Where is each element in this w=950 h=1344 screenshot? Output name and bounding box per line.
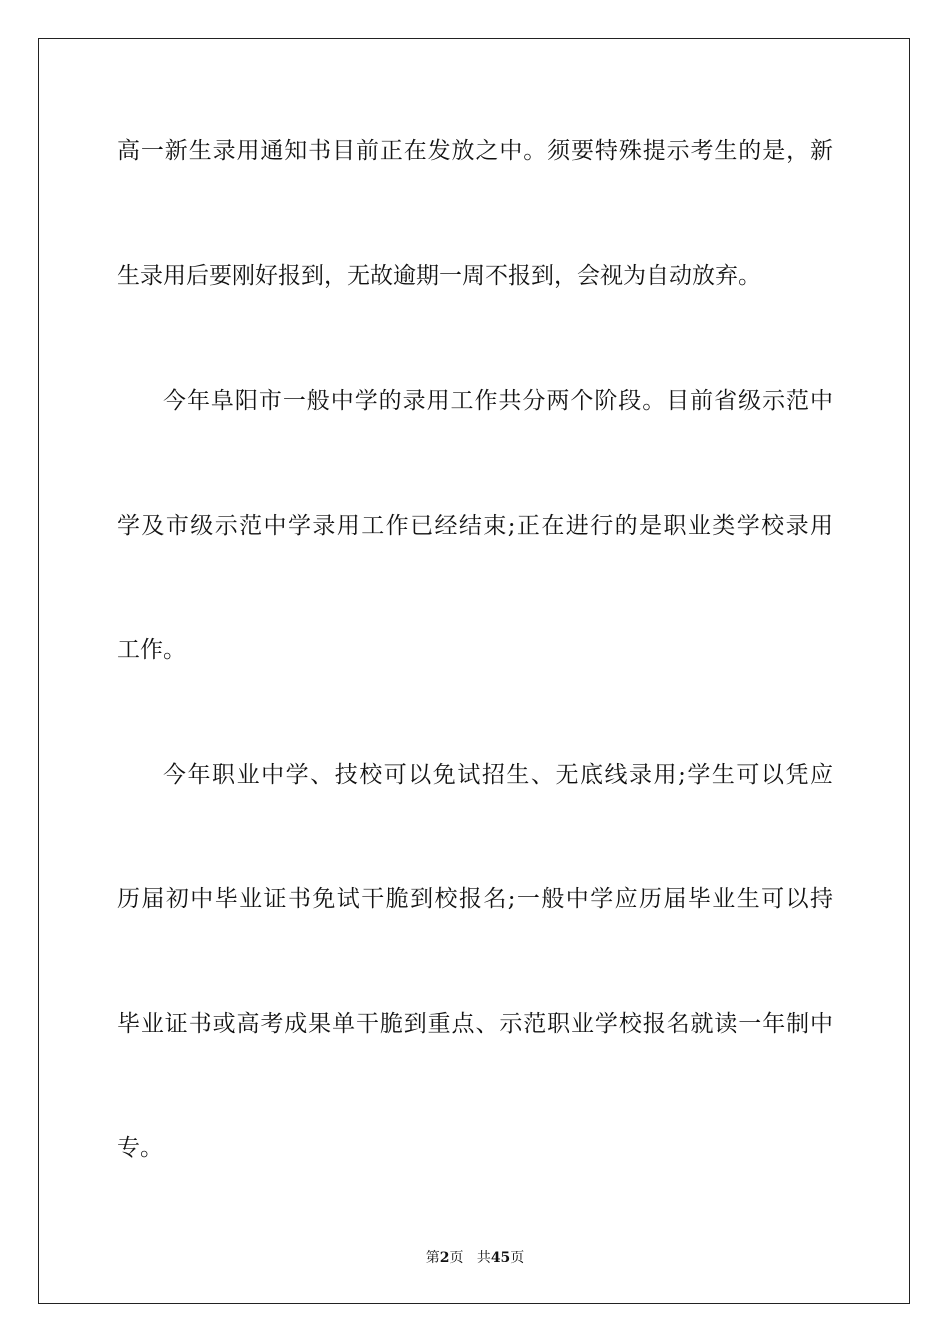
- paragraph-line: 高一新生录用通知书目前正在发放之中。须要特殊提示考生的是，新: [117, 138, 833, 164]
- page-border: [38, 38, 910, 1304]
- paragraph-line: 毕业证书或高考成果单干脆到重点、示范职业学校报名就读一年制中: [117, 1011, 833, 1037]
- total-label-suffix: 页: [510, 1250, 525, 1266]
- page-number: 2: [439, 1250, 450, 1266]
- paragraph-line: 生录用后要刚好报到，无故逾期一周不报到，会视为自动放弃。: [117, 263, 761, 289]
- paragraph-line: 今年阜阳市一般中学的录用工作共分两个阶段。目前省级示范中: [163, 388, 833, 414]
- paragraph-line: 工作。: [117, 637, 186, 663]
- page-label-prefix: 第: [425, 1250, 440, 1266]
- total-pages: 45: [490, 1250, 511, 1266]
- paragraph-line: 历届初中毕业证书免试干脆到校报名;一般中学应历届毕业生可以持: [117, 886, 833, 912]
- paragraph-line: 今年职业中学、技校可以免试招生、无底线录用;学生可以凭应: [163, 762, 833, 788]
- page-footer: [0, 1247, 950, 1267]
- paragraph-line: 专。: [117, 1135, 163, 1161]
- page-label-suffix: 页: [449, 1250, 464, 1266]
- paragraph-line: 学及市级示范中学录用工作已经结束;正在进行的是职业类学校录用: [117, 513, 833, 539]
- total-label-prefix: 共: [476, 1250, 491, 1266]
